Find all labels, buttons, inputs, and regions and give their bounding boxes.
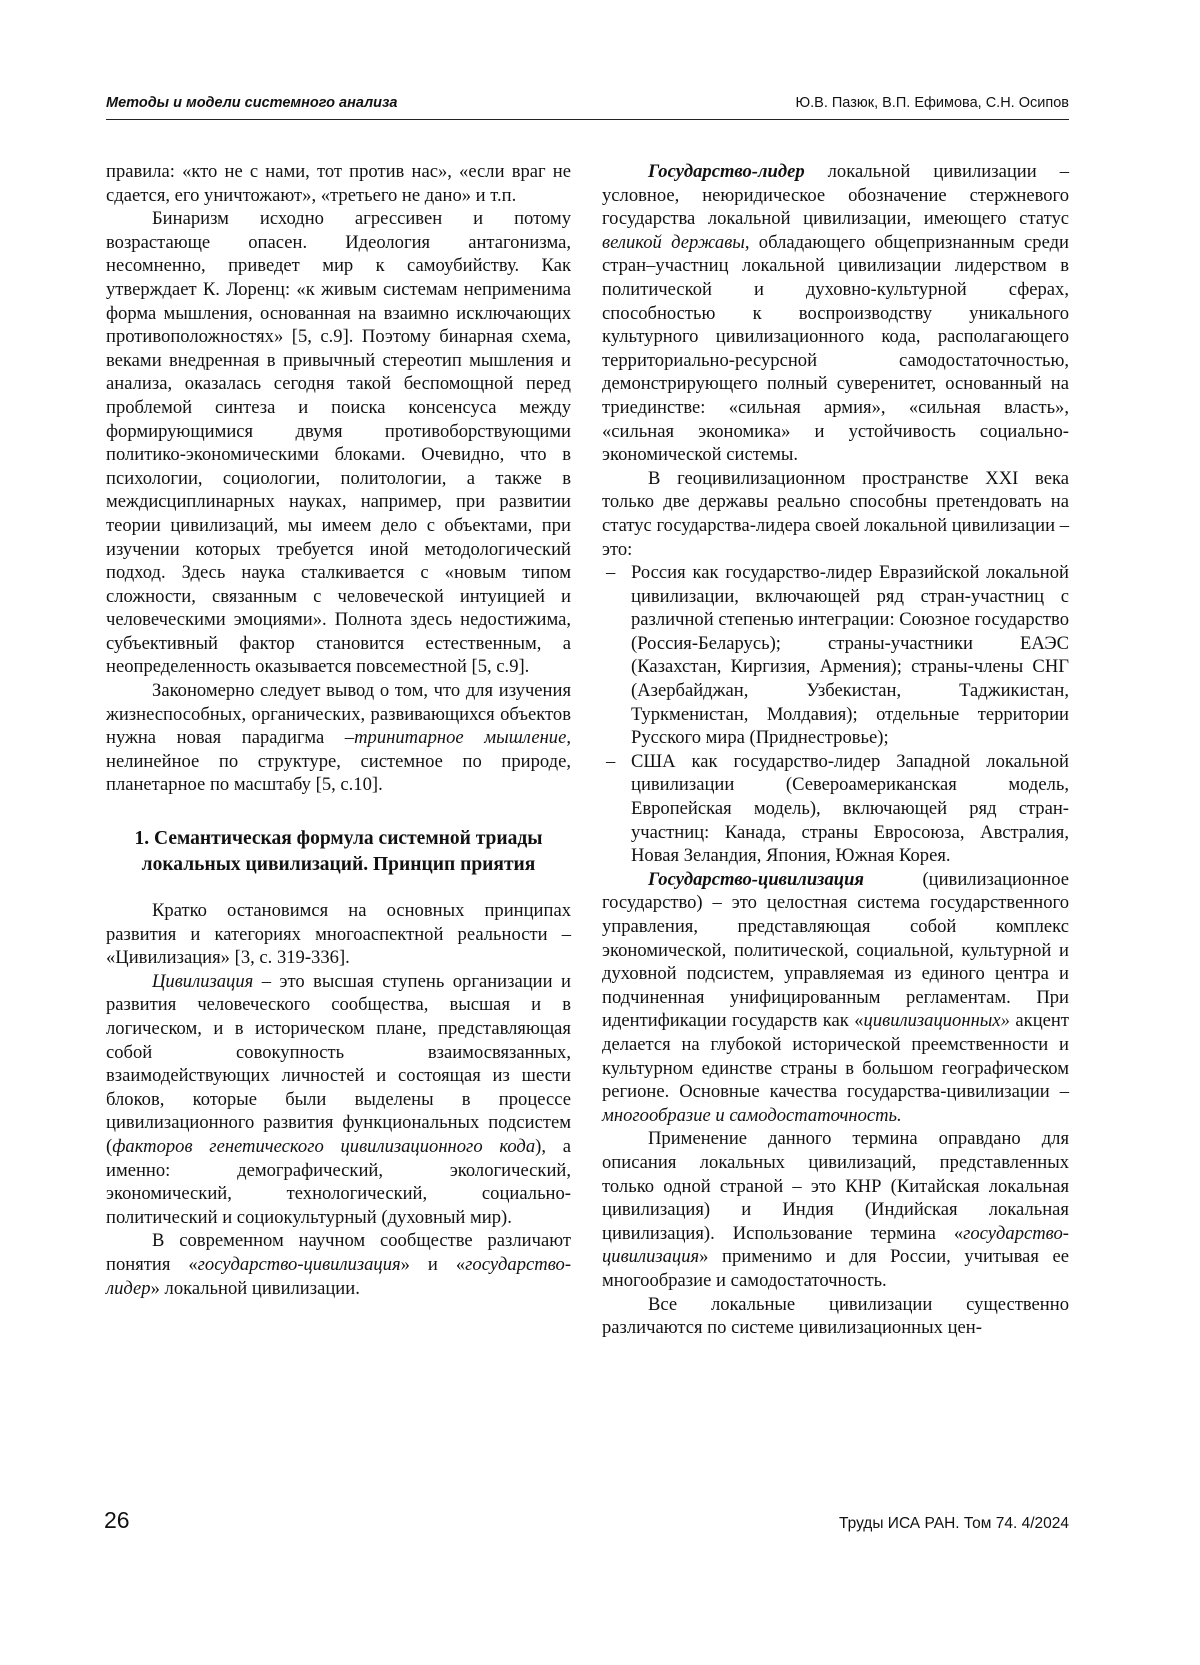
emphasis: Цивилизация [152,970,254,992]
emphasis: факторов генетического цивилизационного кода [112,1135,536,1157]
paragraph: Цивилизация – это высшая ступень организации и развития человеческого сообщества, высшая и в логическом, и в историческом плане, представляющая собой совокупность взаимосвязанных, взаимодействующих личностей и состоящая из шести блоков, которые были выделены в процессе цивилизационного развития функциональных подсистем (факторов генетического цивилизационного кода), а именно: демографический, экологический, экономический, технологический, социально-политический и социокультурный (духовный мир). [106,970,571,1228]
emphasis: государство-лидер [106,1253,572,1299]
running-head [106,95,1069,119]
list-dash: – [606,750,616,772]
journal-footer: Труды ИСА РАН. Том 74. 4/2024 [839,1515,1069,1532]
paragraph: Бинаризм исходно агрессивен и потому возрастающе опасен. Идеология антагонизма, несомненно, приведет мир к самоубийству. Как утверждает К. Лоренц: «к живым системам неприменима форма мышления, основанная на взаимно исключающих противоположностях» [5, с.9]. Поэтому бинарная схема, веками внедренная в привычный стереотип мышления и анализа, оказалась сегодня такой беспомощной перед проблемой синтеза и поиска консенсуса между формирующимися двумя противоборствующими политико-экономическими блоками. Очевидно, что в психологии, социологии, политологии, а также в междисциплинарных науках, например, при развитии теории цивилизаций, мы имеем дело с объектами, при изучении которых требуется иной методологический подход. Здесь наука сталкивается с «новым типом сложности, связанным с человеческой интуицией и человеческими эмоциями». Полнота здесь недостижима, субъективный фактор становится естественным, а неопределенность оказывается повсеместной [5, с.9]. [106,208,571,678]
left-column [106,160,571,1300]
term: Государство-цивилизация [648,868,864,890]
emphasis: государство-цивилизация [602,1222,1069,1268]
list-item: – США как государство-лидер Западной локальной цивилизации (Североамериканская модель, Европейская модель), включающей ряд стран-участниц: Канада, страны Евросоюза, Австралия, Новая Зеландия, Япония, Южная Корея. [606,750,1069,867]
term: Государство-лидер [648,161,805,182]
paragraph: В современном научном сообществе различают понятия «государство-цивилизация» и «государство-лидер» локальной цивилизации. [106,1230,572,1299]
paragraph: Все локальные цивилизации существенно различаются по системе цивилизационных цен- [602,1293,1069,1339]
paragraph: Применение данного термина оправдано для описания локальных цивилизаций, представленных только одной страной – это КНР (Китайская локальная цивилизация) и Индия (Индийская локальная цивилизация). Использование термина «государство-цивилизация» применимо и для России, учитывая ее многообразие и самодостаточность. [602,1128,1069,1291]
running-head-authors: Ю.В. Пазюк, В.П. Ефимова, С.Н. Осипов [795,95,1069,111]
paragraph: Государство-цивилизация (цивилизационное государство) – это целостная система государственного управления, представляющая собой комплекс экономической, политической, социальной, культурной и духовной подсистем, управляемая из единого центра и подчиненная унифицированным регламентам. При идентификации государств как «цивилизационных» акцент делается на глубокой исторической преемственности и культурном единстве страны в большом географическом регионе. Основные качества государства-цивилизации – многообразие и самодостаточность. [602,868,1069,1126]
paragraph: Закономерно следует вывод о том, что для изучения жизнеспособных, органических, развивающихся объектов нужна новая парадигма –тринитарное мышление, нелинейное по структуре, системное по природе, планетарное по масштабу [5, с.10]. [106,680,571,796]
paragraph: правила: «кто не с нами, тот против нас», «если враг не сдается, его уничтожают», «третьего не дано» и т.п. [106,161,571,206]
page-number: 26 [104,1507,130,1533]
emphasis: многообразие и самодостаточность. [602,1104,902,1126]
emphasis: великой державы [602,231,745,253]
list-dash: – [606,562,616,584]
paragraph: В геоцивилизационном пространстве XXI века только две державы реально способны претендовать на статус государства-лидера своей локальной цивилизации – это: [602,467,1069,560]
right-column [602,160,1069,1340]
emphasis: тринитарное мышление [354,727,567,749]
header-rule [106,119,1069,120]
running-head-section: Методы и модели системного анализа [106,95,398,111]
emphasis: цивилизационных» [863,1010,1010,1032]
paragraph: Государство-лидер локальной цивилизации – условное, неюридическое обозначение стержневого государства локальной цивилизации, имеющего статус великой державы, обладающего общепризнанным среди стран–участниц локальной цивилизации лидерством в политической и духовно-культурной сферах, способностью к воспроизводству уникального культурного цивилизационного кода, располагающего территориально-ресурсной самодостаточностью, демонстрирующего полный суверенитет, основанный на триединстве: «сильная армия», «сильная власть», «сильная экономика» и устойчивость социально-экономической системы. [602,161,1069,466]
paragraph: Кратко остановимся на основных принципах развития и категориях многоаспектной реальности – «Цивилизация» [3, с. 319-336]. [106,900,571,969]
section-heading: 1. Семантическая формула системной триады локальных цивилизаций. Принцип приятия [134,828,543,875]
list-item: – Россия как государство-лидер Евразийской локальной цивилизации, включающей ряд стран-участниц с различной степенью интеграции: Союзное государство (Россия-Беларусь); страны-участники ЕАЭС (Казахстан, Киргизия, Армения); страны-члены СНГ (Азербайджан, Узбекистан, Таджикистан, Туркменистан, Молдавия); отдельные территории Русского мира (Приднестровье); [606,562,1069,749]
emphasis: государство-цивилизация [197,1253,401,1275]
